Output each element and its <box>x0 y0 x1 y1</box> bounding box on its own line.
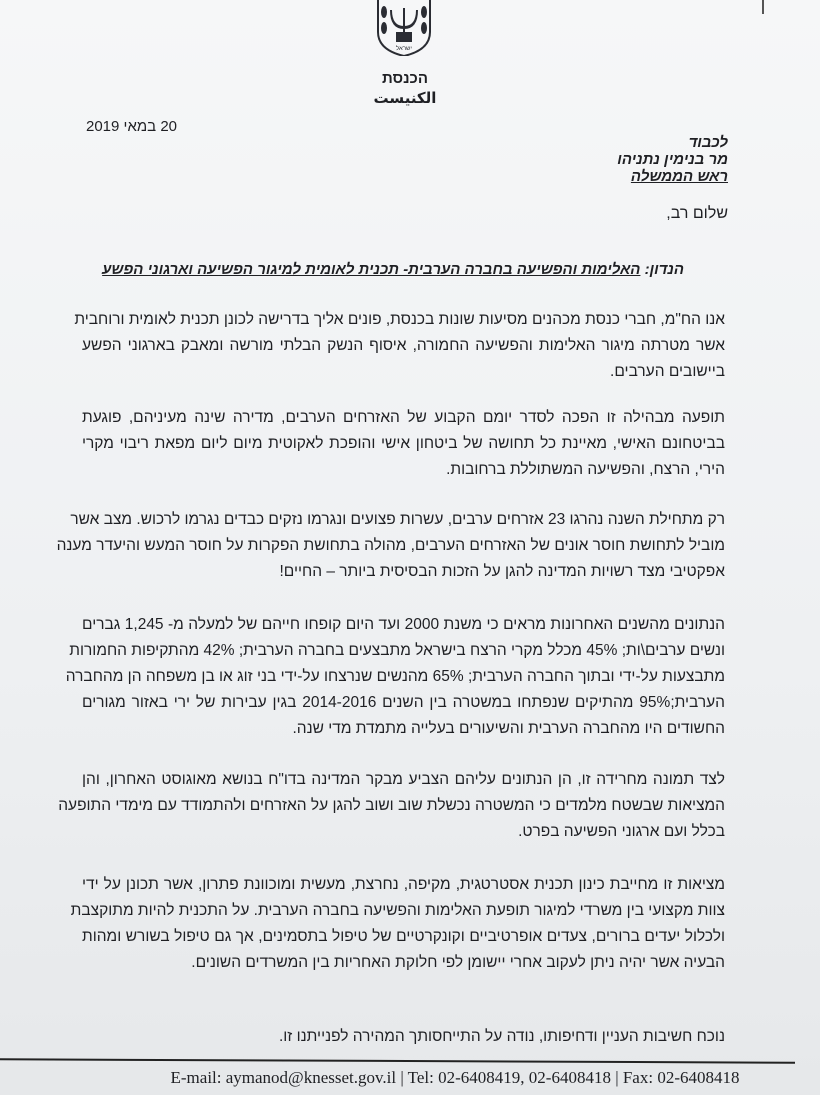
subject-line <box>102 261 684 278</box>
recipient-title: ראש הממשלה <box>630 168 728 185</box>
text-line: אשר מטרתה מיגור האלימות והפשיעה החמורה, איסוף הנשק הבלתי מורשה ומאבק בארגוני הפשע <box>82 337 725 354</box>
text-line: בכלל ועם ארגוני הפשיעה בפרט. <box>518 823 725 840</box>
recipient-name: מר בנימין נתניהו <box>617 151 728 168</box>
text-line: הנתונים מהשנים האחרונות מראים כי משנת 2000 ועד היום קופחו חייהם של למעלה מ- 1,245 גברים <box>82 616 726 633</box>
subject-text: האלימות והפשיעה בחברה הערבית- תכנית לאומית למיגור הפשיעה וארגוני הפשע <box>102 261 641 278</box>
text-line: תופעה מבהילה זו הפכה לסדר יומם הקבוע של האזרחים הערבים, מדירה שינה מעיניהם, פוגעת <box>82 409 725 426</box>
text-line: הערבית;95% מהתיקים שנפתחו במשטרה בין השנים 2014-2016 בגין עבירות של ירי באזור מגורים <box>82 694 725 711</box>
text-line: צוות מקצועי בין משרדי למיגור תופעת האלימות והפשיעה בחברה הערבית. על התכנית להיות מתוקצבת <box>70 902 725 919</box>
org-name-arabic: الكنيست <box>373 90 437 107</box>
text-line: ולכלול יעדים ברורים, צעדים אופרטיביים וקונקרטיים של טיפול בתסמינים, אך גם טיפול בשורש ומהות <box>82 928 725 945</box>
paragraph-2 <box>82 405 725 483</box>
closing-line: נוכח חשיבות העניין ודחיפותו, נודה על התייחסותך המהירה לפנייתנו זו. <box>278 1028 725 1045</box>
paragraph-3 <box>56 507 725 585</box>
subject-label: הנדון: <box>644 261 684 278</box>
text-line: אפקטיבי מצד רשויות המדינה להגן על הזכות הבסיסית ביותר – החיים! <box>279 563 725 580</box>
text-line: הבעיה אשר יהיה ניתן לעקוב אחרי יישומן לפי חלוקת האחריות בין המשרדים השונים. <box>191 954 725 971</box>
emblem-text: ישראל <box>396 46 412 52</box>
footer-contact: E-mail: aymanod@knesset.gov.il | Tel: 02-6408419, 02-6408418 | Fax: 02-6408418 <box>170 1068 740 1087</box>
text-line: המציאות שבשטח מלמדים כי המשטרה נכשלת שוב ושוב להגן על האזרחים ולהתמודד עם מימדי התופעה <box>58 797 725 814</box>
text-line: מתבצעות על-ידי ובתוך החברה הערבית; 65% מהנשים שנרצחו על-ידי בני זוג או בן משפחה הן מהחברה <box>65 668 725 685</box>
text-line: מוביל לתחושת חוסר אונים של האזרחים הערבים, מהולה בתחושת הפקרות על חוסר המעש והיעדר מענה <box>56 537 725 554</box>
text-line: הירי, הרצח, והפשיעה המשתוללת ברחובות. <box>446 461 725 478</box>
org-name-hebrew: הכנסת <box>382 70 428 87</box>
text-line: מציאות זו מחייבת כינון תכנית אסטרטגית, מקיפה, נחרצת, מעשית ומוכוונת פתרון, אשר תכונן על ידי <box>82 876 725 893</box>
text-line: רק מתחילת השנה נהרגו 23 אזרחים ערבים, עשרות פצועים ונגרמו נזקים כבדים נגרמו לרכוש. מצב אשר <box>70 511 725 528</box>
text-line: ביישובים הערבים. <box>610 363 725 380</box>
paragraph-6 <box>70 872 725 976</box>
text-line: ונשים ערבים\ות; 45% מכלל מקרי הרצח בישראל מתבצעים בחברה הערבית; 42% מהתקיפות החמורות <box>69 642 725 659</box>
paragraph-5 <box>58 767 725 845</box>
page-edge-mark <box>762 0 764 14</box>
text-line: לצד תמונה מחרידה זו, הן הנתונים עליהם הצביע מבקר המדינה בדו"ח בנושא מאוגוסט האחרון, והן <box>82 771 725 788</box>
letter-date: 20 במאי 2019 <box>86 118 177 135</box>
greeting: שלום רב, <box>666 205 728 222</box>
paragraph-1 <box>74 307 725 385</box>
text-line: בביטחונם האישי, מאיינת כל תחושה של ביטחון אישי והופכת לאקוטית מיום ליום מפאת ריבוי מקרי <box>82 435 725 452</box>
recipient-salutation: לכבוד <box>688 134 728 151</box>
text-line: החשודים היו מהחברה הערבית והשיעורים בעלייה מתמדת מדי שנה. <box>292 720 725 737</box>
state-emblem-logo <box>372 0 436 56</box>
text-line: אנו הח"מ, חברי כנסת מכהנים מסיעות שונות בכנסת, פונים אליך בדרישה לכונן תכנית לאומית ורוחבית <box>74 311 725 328</box>
paragraph-4 <box>65 612 726 742</box>
footer-divider <box>0 1058 795 1063</box>
